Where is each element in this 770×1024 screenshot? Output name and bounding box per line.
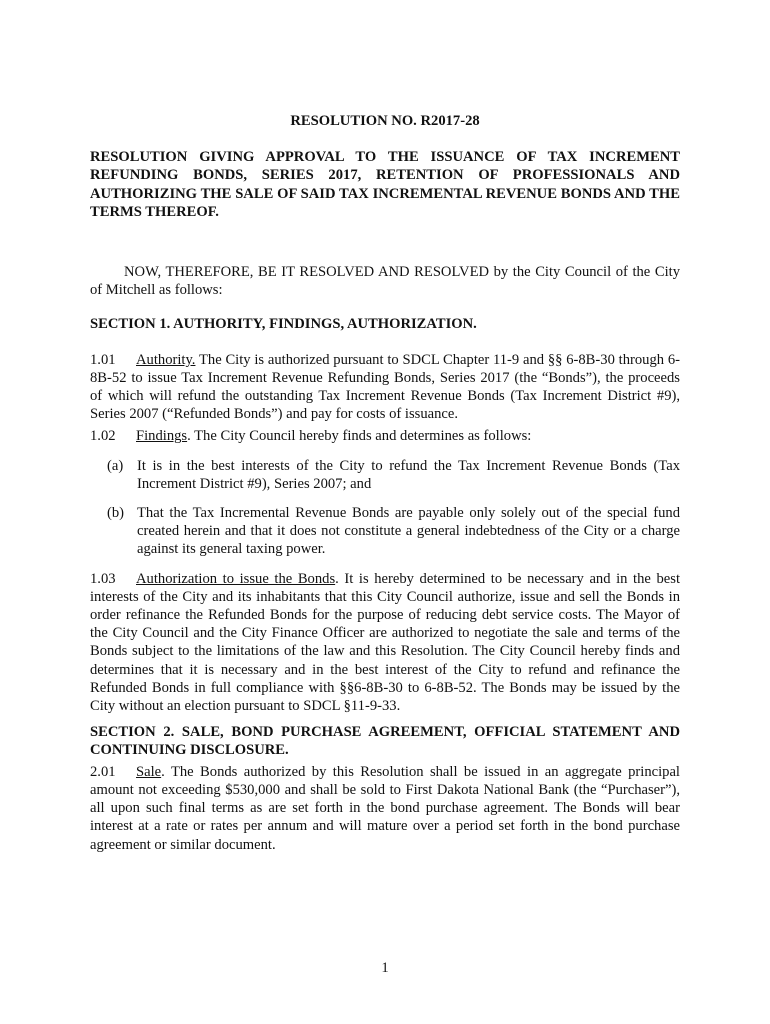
paragraph-text: . The Bonds authorized by this Resolution shall be issued in an aggregate principal amount not exceeding $530,000 and shall be sold to First Dakota National Bank (the “Purchaser”), all upon such final terms as are set forth in the bond purchase agreement. The Bonds will bear interest at a rate or rates per annum and will mature over a period set forth in the bond purchase agreement or similar document. — [90, 763, 680, 853]
paragraph-number: 1.03 — [90, 570, 116, 587]
paragraph-caption: Findings — [136, 428, 188, 445]
item-text: That the Tax Incremental Revenue Bonds are payable only solely out of the special fund created herein and that it does not constitute a general indebtedness of the City or a charge against its general taxing power. — [137, 505, 680, 558]
resolution-title: RESOLUTION GIVING APPROVAL TO THE ISSUANCE OF TAX INCREMENT REFUNDING BONDS, SERIES 2017, RETENTION OF PROFESSIONALS AND AUTHORIZING THE SALE OF SAID TAX INCREMENTAL REVENUE BONDS AND THE TERMS THEREOF. — [90, 149, 680, 220]
paragraph-1-02 — [90, 427, 680, 445]
paragraph-1-01 — [90, 351, 680, 424]
finding-item-a — [107, 457, 680, 493]
document-page — [90, 112, 680, 858]
intro-paragraph: NOW, THEREFORE, BE IT RESOLVED AND RESOLVED by the City Council of the City of Mitchell as follows: — [90, 264, 680, 299]
section-1-heading: SECTION 1. AUTHORITY, FINDINGS, AUTHORIZATION. — [90, 316, 477, 333]
paragraph-number: 1.01 — [90, 351, 116, 368]
item-text: It is in the best interests of the City to refund the Tax Increment Revenue Bonds (Tax Increment District #9), Series 2007; and — [137, 457, 680, 492]
paragraph-text: . The City Council hereby finds and determines as follows: — [187, 428, 532, 445]
item-label: (a) — [107, 457, 124, 474]
paragraph-1-03 — [90, 570, 680, 716]
paragraph-2-01 — [90, 763, 680, 854]
paragraph-number: 2.01 — [90, 763, 116, 780]
paragraph-number: 1.02 — [90, 428, 116, 445]
paragraph-text: The City is authorized pursuant to SDCL Chapter 11-9 and §§ 6-8B-30 through 6-8B-52 to issue Tax Increment Revenue Refunding Bonds, Series 2017 (the “Bonds”), the proceeds of which will refund the outstanding Tax Increment Revenue Bonds (Tax Increment District #9), Series 2007 (“Refunded Bonds”) and pay for costs of issuance. — [90, 351, 680, 423]
paragraph-caption: Authorization to issue the Bonds — [136, 570, 336, 587]
section-2-heading: SECTION 2. SALE, BOND PURCHASE AGREEMENT, OFFICIAL STATEMENT AND CONTINUING DISCLOSURE. — [90, 724, 680, 759]
paragraph-text: . It is hereby determined to be necessary and in the best interests of the City and its inhabitants that this City Council authorize, issue and sell the Bonds in order refinance the Refunded Bonds for the purpose of reducing debt service costs. The Mayor of the City Council and the City Finance Officer are authorized to negotiate the sale and terms of the Bonds subject to the limitations of the law and this Resolution. The City Council hereby finds and determines that it is necessary and in the best interest of the City to refund and refinance the Refunded Bonds in full compliance with §§6-8B-30 to 6-8B-52. The Bonds may be issued by the City without an election pursuant to SDCL §11-9-33. — [90, 570, 680, 715]
paragraph-caption: Authority. — [136, 351, 196, 368]
item-label: (b) — [107, 505, 125, 522]
resolution-number: RESOLUTION NO. R2017-28 — [290, 113, 480, 129]
page-number: 1 — [381, 960, 389, 976]
finding-item-b — [107, 504, 680, 559]
paragraph-caption: Sale — [136, 763, 162, 780]
